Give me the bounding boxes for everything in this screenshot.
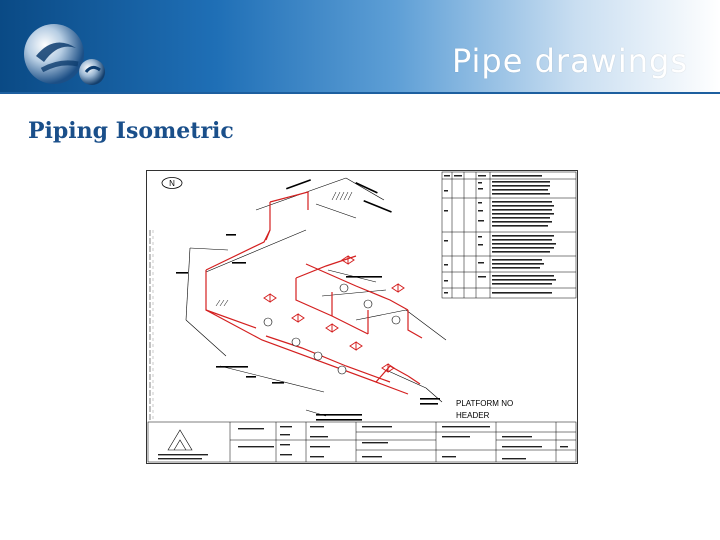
slide-title: Pipe drawings (451, 42, 688, 80)
slide-subtitle: Piping Isometric (28, 118, 234, 144)
company-logo-icon (14, 18, 114, 90)
svg-text:N: N (169, 179, 175, 188)
slide-header (0, 0, 720, 94)
platform-header-callout: PLATFORM NO HEADER (456, 399, 514, 420)
header-divider (0, 92, 720, 94)
